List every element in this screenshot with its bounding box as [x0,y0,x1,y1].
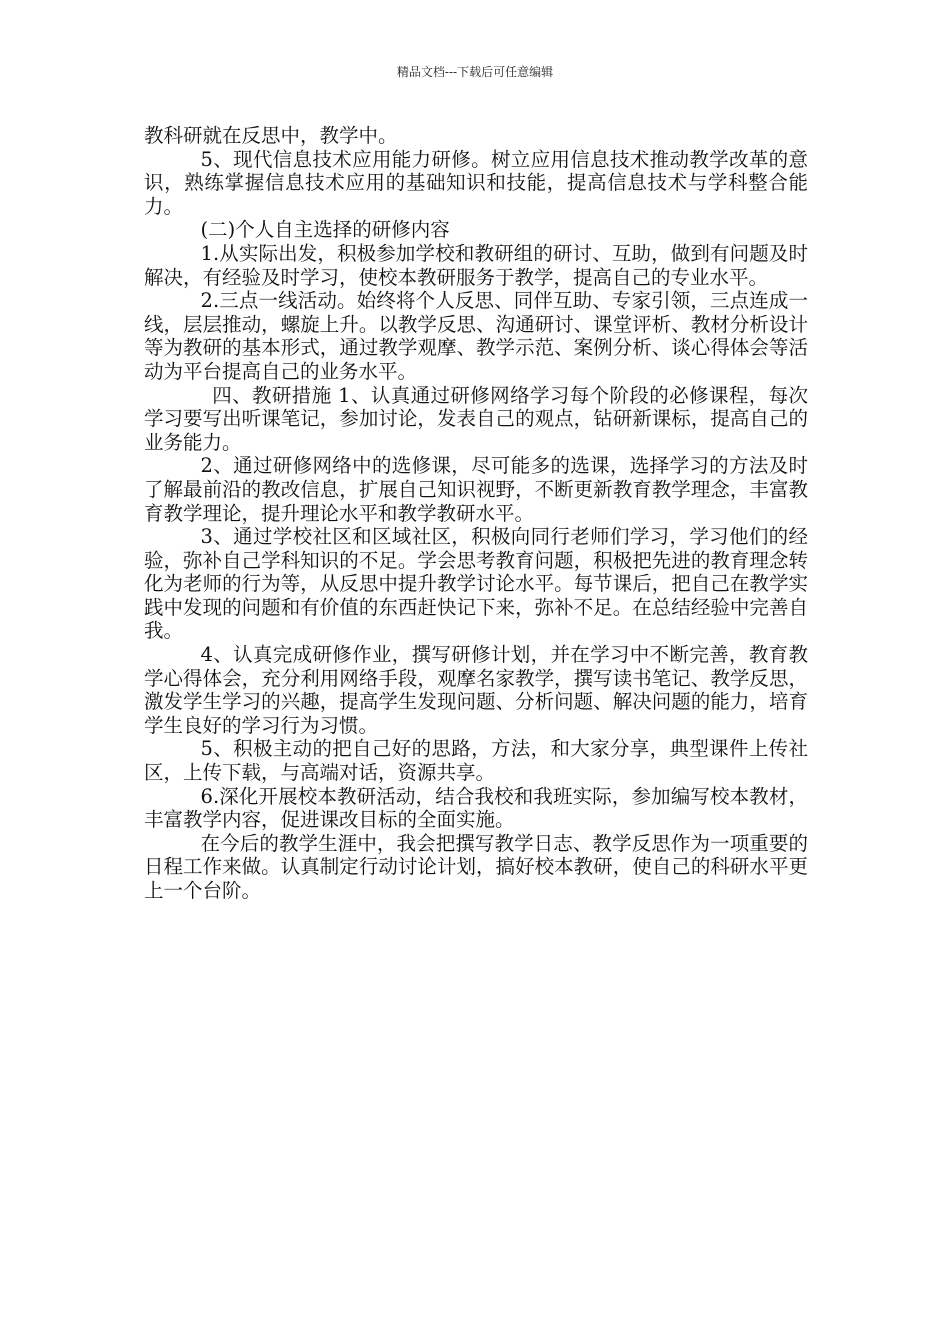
paragraph-it-skills: 5、现代信息技术应用能力研修。树立应用信息技术推动教学改革的意识，熟练掌握信息技术应用的基础知识和技能，提高信息技术与学科整合能力。 [144,147,808,218]
paragraph-measures-5: 5、积极主动的把自己好的思路，方法，和大家分享，典型课件上传社区，上传下载，与高端对话，资源共享。 [144,737,808,785]
paragraph-measures-4: 4、认真完成研修作业，撰写研修计划，并在学习中不断完善，教育教学心得体会，充分利用网络手段，观摩名家教学，撰写读书笔记、教学反思，激发学生学习的兴趣，提高学生发现问题、分析问题、解决问题的能力，培育学生良好的学习行为习惯。 [144,643,808,737]
paragraph-item-2: 2.三点一线活动。始终将个人反思、同伴互助、专家引领，三点连成一线，层层推动，螺旋上升。以教学反思、沟通研讨、课堂评析、教材分析设计等为教研的基本形式，通过教学观摩、教学示范、案例分析、谈心得体会等活动为平台提高自己的业务水平。 [144,289,808,383]
section-heading-self-selected: (二)个人自主选择的研修内容 [200,218,450,242]
paragraph-measures-3: 3、通过学校社区和区域社区，积极向同行老师们学习，学习他们的经验，弥补自己学科知识的不足。学会思考教育问题，积极把先进的教育理念转化为老师的行为等，从反思中提升教学讨论水平。每节课后，把自己在教学实践中发现的问题和有价值的东西赶快记下来，弥补不足。在总结经验中完善自我。 [144,525,808,643]
paragraph-measures-1: 四、教研措施 1、认真通过研修网络学习每个阶段的必修课程，每次学习要写出听课笔记，参加讨论，发表自己的观点，钻研新课标，提高自己的业务能力。 [144,383,808,454]
paragraph-measures-2: 2、通过研修网络中的选修课，尽可能多的选课，选择学习的方法及时了解最前沿的教改信息，扩展自己知识视野，不断更新教育教学理念，丰富教育教学理论，提升理论水平和教学教研水平。 [144,454,808,525]
page-header: 精品文档---下载后可任意编辑 [396,65,554,79]
paragraph-measures-6: 6.深化开展校本教研活动，结合我校和我班实际，参加编写校本教材，丰富教学内容，促进课改目标的全面实施。 [144,784,808,832]
paragraph-item-1: 1.从实际出发，积极参加学校和教研组的研讨、互助，做到有问题及时解决，有经验及时学习，使校本教研服务于教学，提高自己的专业水平。 [144,241,808,289]
document-body [144,124,808,903]
paragraph-conclusion: 在今后的教学生涯中，我会把撰写教学日志、教学反思作为一项重要的日程工作来做。认真制定行动讨论计划，搞好校本教研，使自己的科研水平更上一个台阶。 [144,831,808,902]
paragraph-continuation: 教科研就在反思中，教学中。 [144,124,398,147]
